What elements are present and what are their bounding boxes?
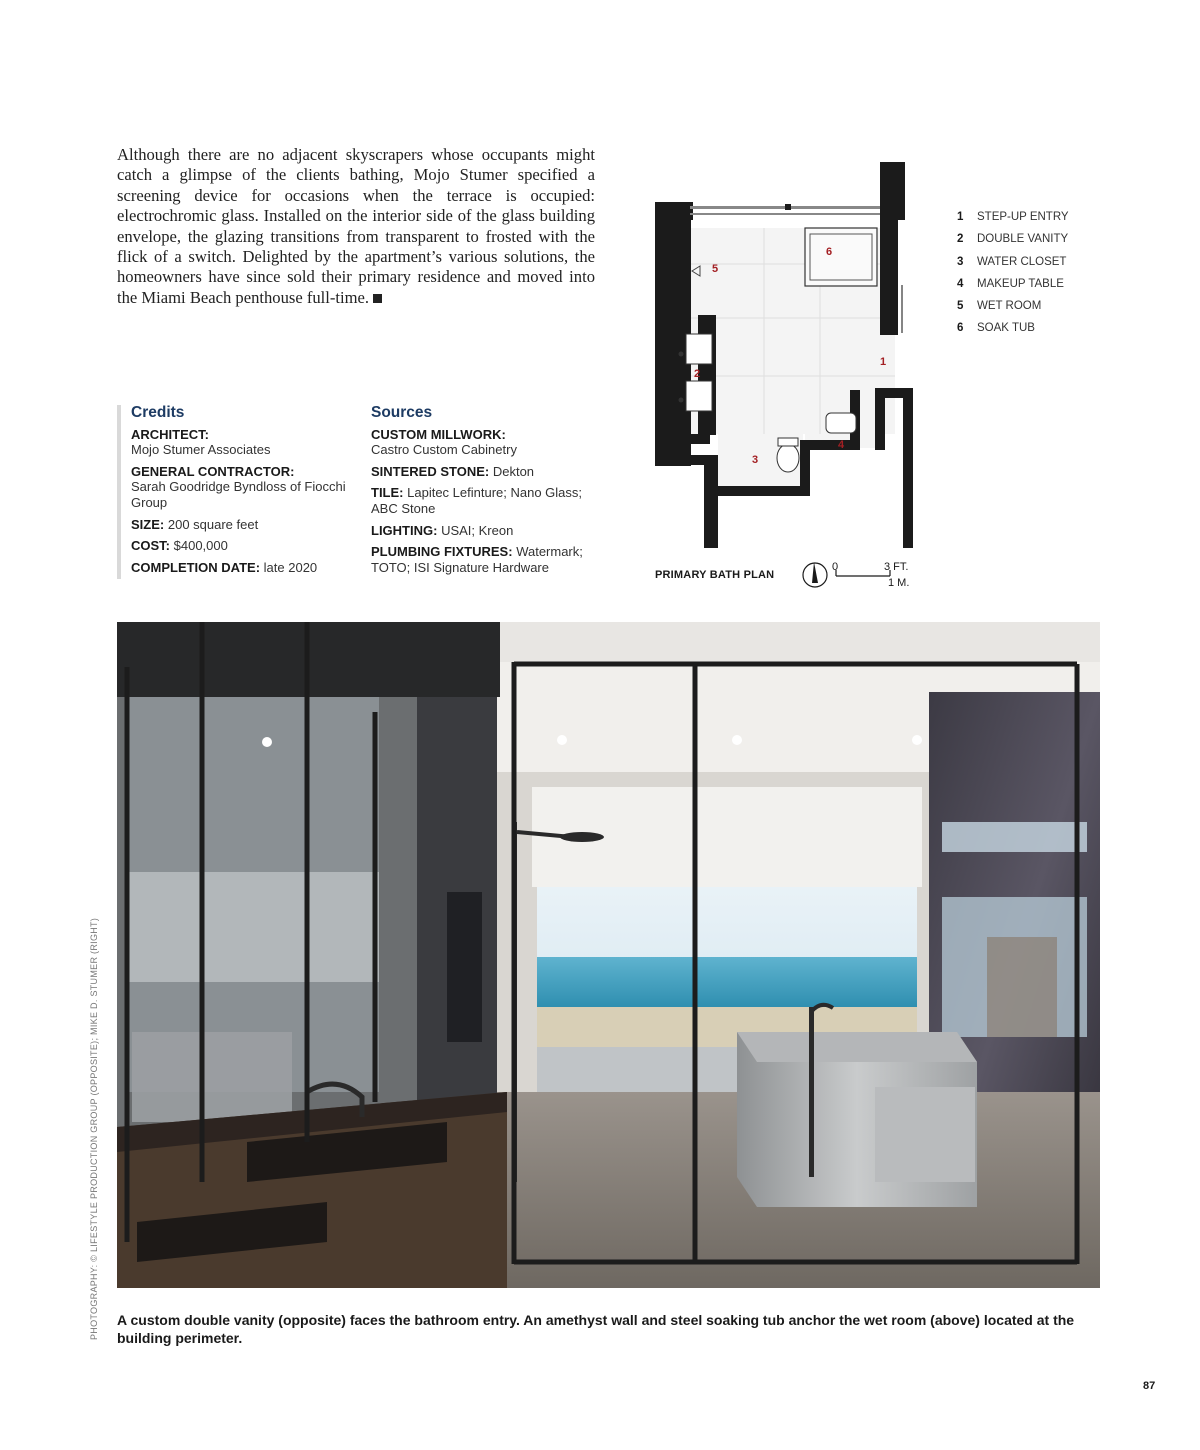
legend-label: MAKEUP TABLE <box>977 277 1064 290</box>
source-label: CUSTOM MILLWORK: <box>371 426 506 442</box>
source-value: Lapitec Lefinture; Nano Glass; ABC Stone <box>371 485 583 516</box>
credits-block <box>131 405 359 581</box>
plan-room-number: 6 <box>826 246 833 258</box>
credit-entry-completion <box>131 560 359 576</box>
credit-label: COST: <box>131 538 170 554</box>
legend-item <box>957 211 1069 233</box>
bathroom-photo <box>117 622 1100 1288</box>
legend-number: 6 <box>957 322 964 335</box>
legend-item <box>957 278 1069 300</box>
credit-label: ARCHITECT: <box>131 426 209 442</box>
legend-item <box>957 233 1069 255</box>
credit-label: COMPLETION DATE: <box>131 559 261 575</box>
body-paragraph <box>117 145 595 308</box>
credit-entry-architect <box>131 427 359 458</box>
credit-entry-contractor <box>131 464 359 511</box>
credit-value: $400,000 <box>173 538 228 554</box>
credit-label: SIZE: <box>131 516 165 532</box>
legend-label: DOUBLE VANITY <box>977 233 1069 246</box>
source-entry-stone <box>371 464 599 480</box>
legend-number: 1 <box>957 211 964 223</box>
source-value: Castro Custom Cabinetry <box>371 442 517 458</box>
sources-heading: Sources <box>371 404 433 421</box>
credit-value: Sarah Goodridge Byndloss of Fiocchi Group <box>131 479 346 510</box>
scale-feet-label: 3 FT. <box>884 561 909 573</box>
source-entry-lighting <box>371 523 599 539</box>
legend-label: WATER CLOSET <box>977 255 1067 268</box>
plan-title: PRIMARY BATH PLAN <box>655 569 775 581</box>
page-number: 87 <box>1143 1380 1156 1392</box>
credit-entry-cost <box>131 538 359 554</box>
source-value: USAI; Kreon <box>441 522 514 538</box>
credits-rule <box>117 405 121 579</box>
source-entry-millwork <box>371 427 599 458</box>
credit-entry-size <box>131 517 359 533</box>
source-entry-plumbing <box>371 544 599 575</box>
legend-number: 4 <box>957 277 964 290</box>
legend-label: WET ROOM <box>977 300 1042 313</box>
source-label: SINTERED STONE: <box>371 463 490 479</box>
source-value: Dekton <box>492 463 535 479</box>
plan-room-number: 2 <box>694 368 701 380</box>
floor-plan-drawing <box>640 150 940 600</box>
legend-number: 3 <box>957 255 964 268</box>
legend-label: SOAK TUB <box>977 322 1035 335</box>
bathroom-photo-illustration <box>117 622 1100 1288</box>
source-label: PLUMBING FIXTURES: <box>371 544 513 560</box>
body-text: Although there are no adjacent skyscrapers whose occupants might catch a glimpse of the clients bathing, Mojo Stumer specified a screening device for occasions when the terrace is occupied: electrochromic glass. Installed on the interior side of the glass building envelope, the glazing transitions from transparent to frosted with the flick of a switch. Delighted by the apartment’s various solutions, the homeowners have since sold their primary residence and moved into the Miami Beach penthouse full-time. <box>117 145 595 307</box>
source-label: TILE: <box>371 485 404 501</box>
legend-item <box>957 300 1069 322</box>
source-label: LIGHTING: <box>371 522 438 538</box>
credit-value: 200 square feet <box>167 516 259 532</box>
credit-value: Mojo Stumer Associates <box>131 442 271 458</box>
sources-block <box>371 405 599 581</box>
scale-zero-label: 0 <box>832 561 839 573</box>
source-value: Watermark; TOTO; ISI Signature Hardware <box>371 544 583 575</box>
plan-room-number: 4 <box>838 439 845 451</box>
legend-number: 2 <box>957 233 964 246</box>
legend-number: 5 <box>957 300 964 313</box>
plan-room-number: 3 <box>752 454 759 466</box>
scale-meters-label: 1 M. <box>888 577 910 589</box>
photo-caption: A custom double vanity (opposite) faces the bathroom entry. An amethyst wall and steel soaking tub anchor the wet room (above) located at the building perimeter. <box>117 1312 1075 1346</box>
plan-room-number: 1 <box>880 356 887 368</box>
legend-item <box>957 322 1069 344</box>
legend-item <box>957 256 1069 278</box>
legend-label: STEP-UP ENTRY <box>977 211 1069 223</box>
source-entry-tile <box>371 485 599 516</box>
plan-room-number: 5 <box>712 263 719 275</box>
end-mark-icon <box>373 294 382 303</box>
credits-heading: Credits <box>131 404 185 421</box>
credit-value: late 2020 <box>263 559 318 575</box>
plan-legend <box>957 211 1069 345</box>
photo-credit: PHOTOGRAPHY: © LIFESTYLE PRODUCTION GROUP (OPPOSITE); MIKE D. STUMER (RIGHT) <box>89 917 99 1340</box>
credit-label: GENERAL CONTRACTOR: <box>131 463 295 479</box>
